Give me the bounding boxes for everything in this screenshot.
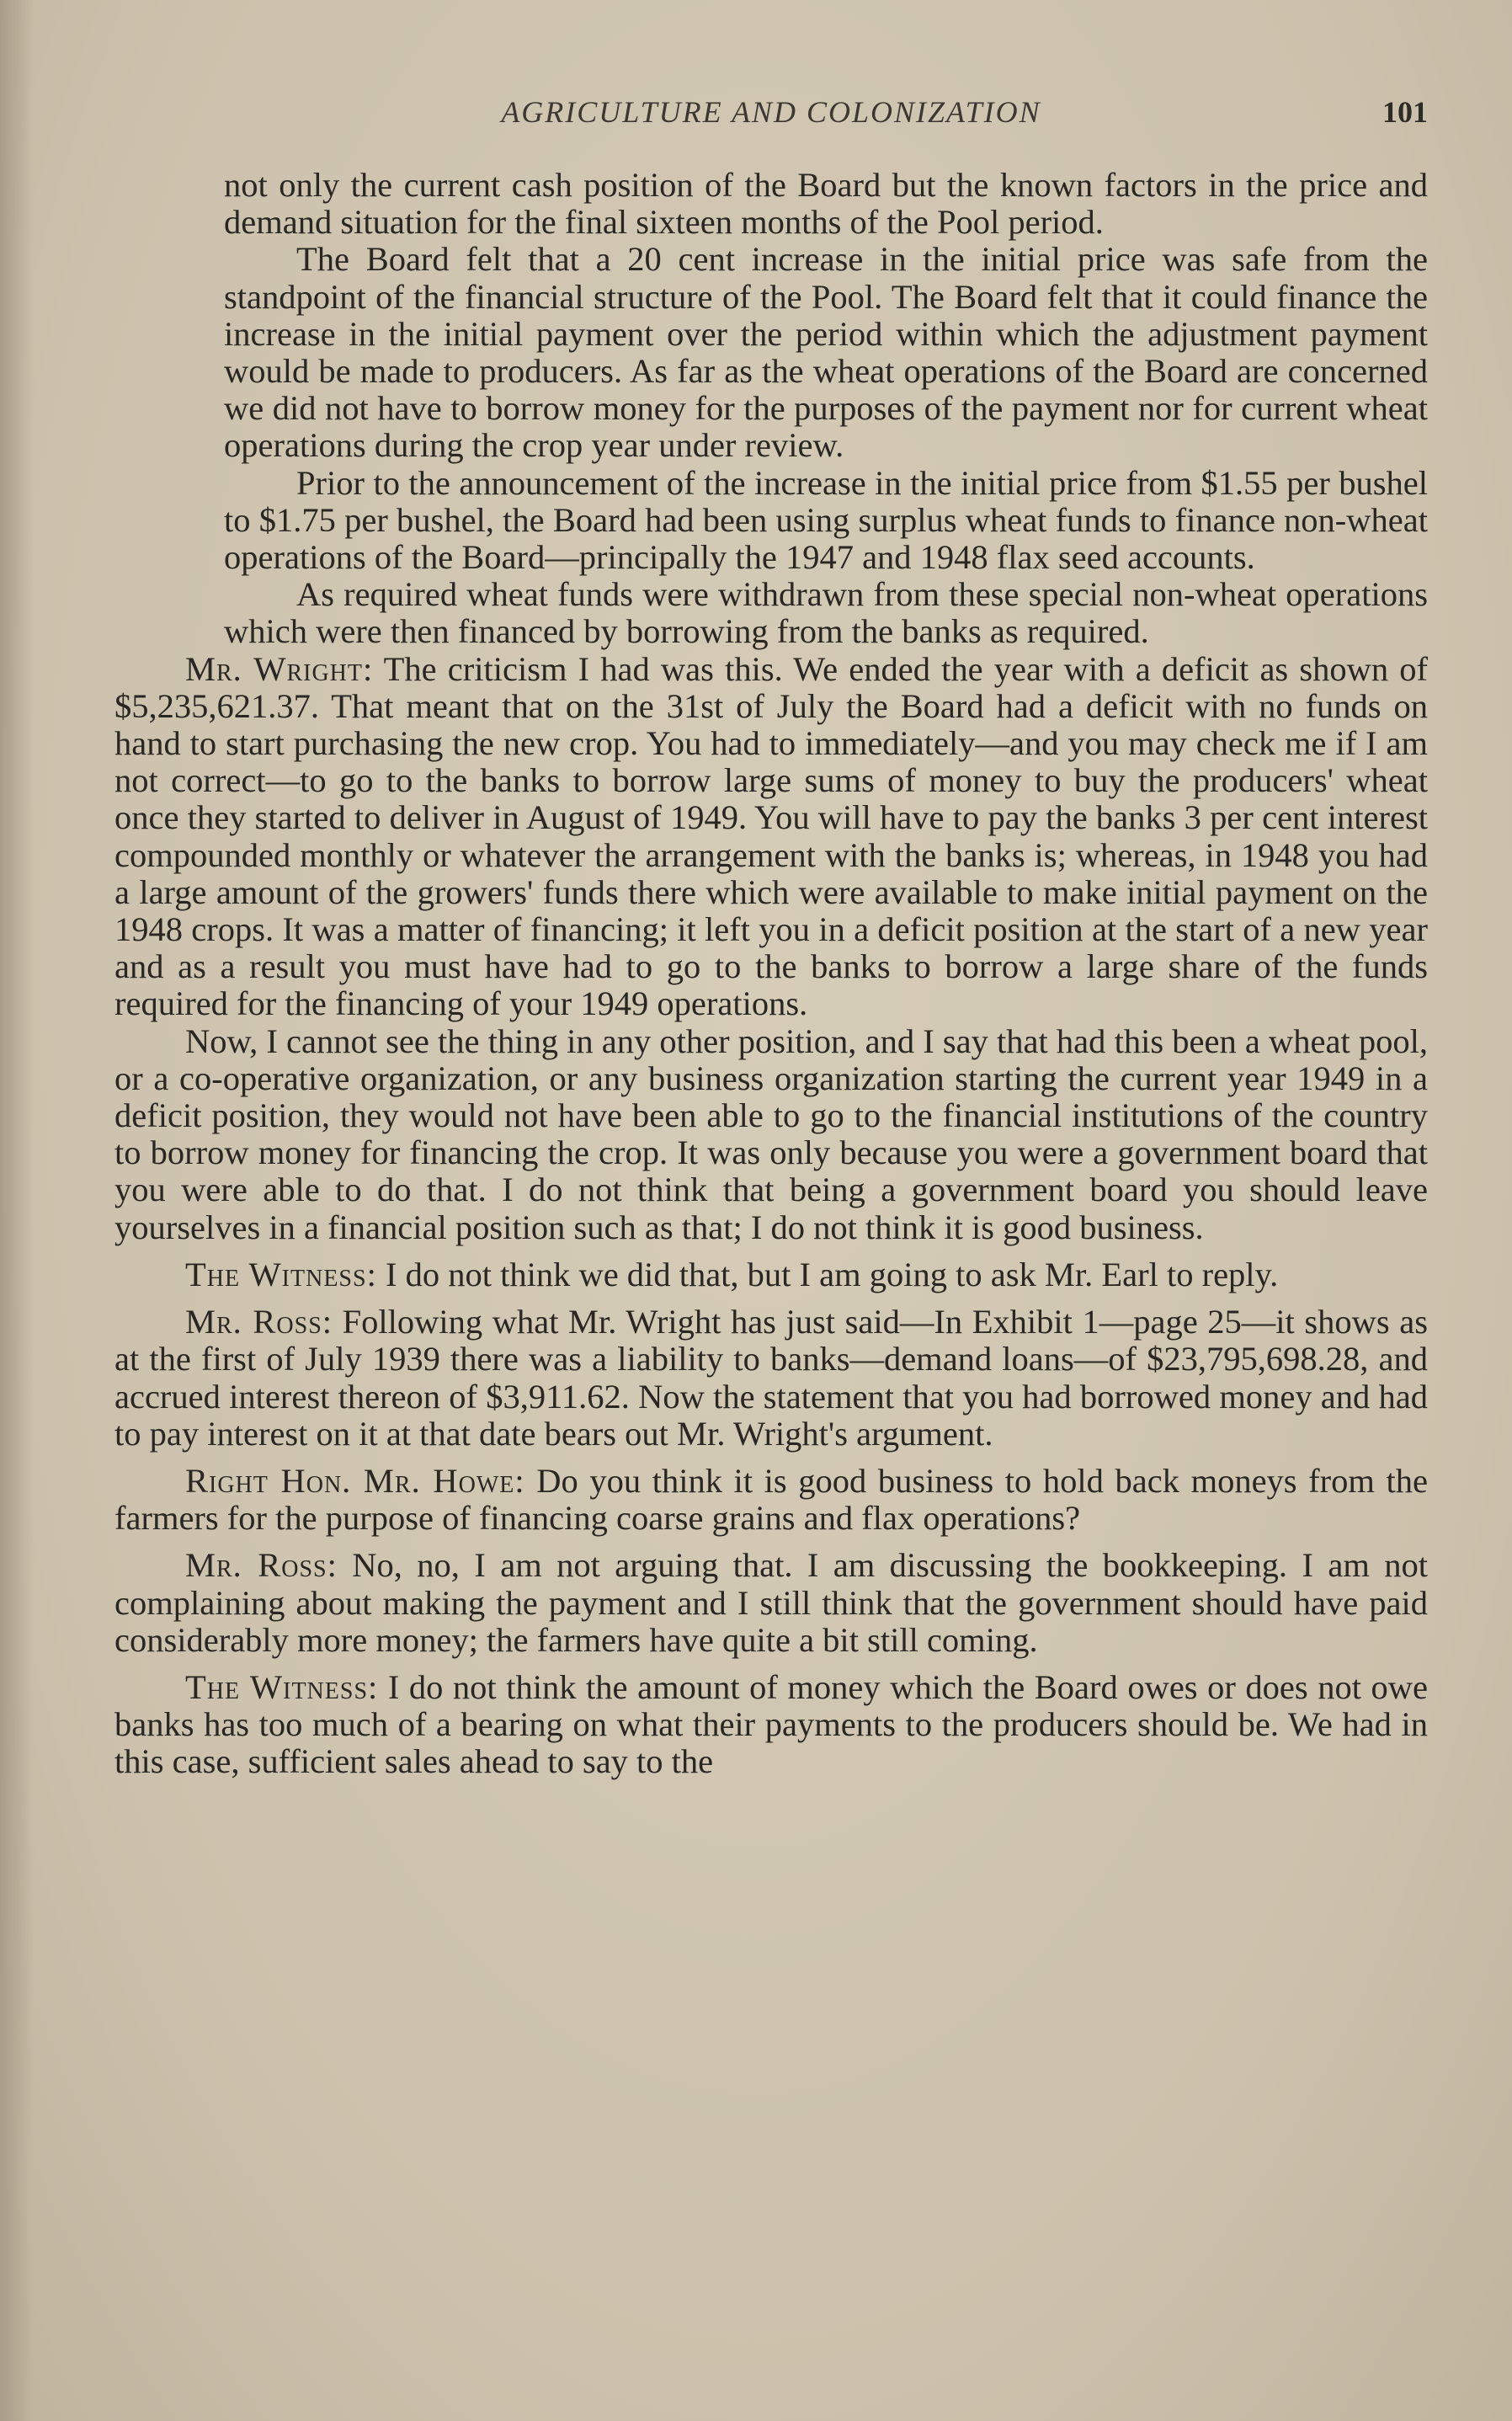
speech-paragraph — [114, 1547, 1428, 1659]
speech-paragraph — [114, 1304, 1428, 1453]
speaker-name: Mr. Ross: — [185, 1303, 333, 1341]
binding-shadow — [0, 0, 34, 2421]
speech-paragraph — [114, 1256, 1428, 1293]
speech-paragraph — [114, 1669, 1428, 1781]
speech-text: The criticism I had was this. We ended the year with a deficit as shown of $5,235,621.37. That meant that on the 31st of July the Board had a deficit with no funds on hand to start purchasing the new crop. You had to immediately—and you may check me if I am not correct—to go to the banks to borrow large sums of money to buy the producers' wheat once they started to deliver in August of 1949. You will have to pay the banks 3 per cent interest compounded monthly or whatever the arrangement with the banks is; whereas, in 1948 you had a large amount of the growers' funds there which were available to make initial payment on the 1948 crops. It was a matter of financing; it left you in a deficit position at the start of a new year and as a result you must have had to go to the banks to borrow a large share of the funds required for the financing of your 1949 operations. — [114, 649, 1428, 1023]
running-title: AGRICULTURE AND COLONIZATION — [501, 95, 1041, 129]
speech-text: No, no, I am not arguing that. I am discussing the bookkeeping. I am not complaining about making the payment and I still think that the government should have paid considerably more money; the farmers have quite a bit still coming. — [114, 1546, 1428, 1659]
quoted-paragraph: not only the current cash position of the Board but the known factors in the price and demand situation for the final sixteen months of the Pool period. — [224, 166, 1428, 242]
speaker-name: Right Hon. Mr. Howe: — [185, 1461, 525, 1500]
speech-text: Do you think it is good business to hold back moneys from the farmers for the purpose of financing coarse grains and flax operations? — [114, 1461, 1428, 1538]
body-text — [114, 167, 1428, 1781]
speech-paragraph — [114, 651, 1428, 1023]
speech-paragraph — [114, 1463, 1428, 1537]
speaker-name: Mr. Wright: — [185, 649, 374, 688]
speaker-name: Mr. Ross: — [185, 1546, 338, 1585]
speech-text: I do not think the amount of money which the Board owes or does not owe banks has too much of a bearing on what their payments to the producers should be. We had in this case, sufficient sales ahead to say to the — [114, 1667, 1428, 1781]
quoted-paragraph: Prior to the announcement of the increase in the initial price from $1.55 per bushel to $1.75 per bushel, the Board had been using surplus wheat funds to finance non-wheat operations of the Board—principally the 1947 and 1948 flax seed accounts. — [224, 463, 1428, 577]
page-number: 101 — [1382, 95, 1428, 129]
speaker-name: The Witness: — [185, 1255, 377, 1293]
speaker-name: The Witness: — [185, 1667, 379, 1706]
running-head — [114, 94, 1428, 136]
speech-paragraph: Now, I cannot see the thing in any other position, and I say that had this been a wheat pool, or a co-operative organization, or any business organization starting the current year 1949 in a deficit position, they would not have been able to go to the financial institutions of the country to borrow money for financing the crop. It was only because you were a government board that you were able to do that. I do not think that being a government board you should leave yourselves in a financial position such as that; I do not think it is good business. — [114, 1021, 1428, 1246]
speech-text: Following what Mr. Wright has just said—In Exhibit 1—page 25—it shows as at the first of July 1939 there was a liability to banks—demand loans—of $23,795,698.28, and accrued interest thereon of $3,911.62. Now the statement that you had borrowed money and had to pay interest on it at that date bears out Mr. Wright's argument. — [114, 1303, 1428, 1453]
quoted-paragraph: As required wheat funds were withdrawn from these special non-wheat operations which were then financed by borrowing from the banks as required. — [224, 575, 1428, 651]
quoted-paragraph: The Board felt that a 20 cent increase in the initial price was safe from the standpoint of the financial structure of the Pool. The Board felt that it could finance the increase in the initial payment over the period within which the adjustment payment would be made to producers. As far as the wheat operations of the Board are concerned we did not have to borrow money for the purposes of the payment nor for current wheat operations during the crop year under review. — [224, 240, 1428, 465]
speech-text: I do not think we did that, but I am going to ask Mr. Earl to reply. — [376, 1255, 1279, 1293]
